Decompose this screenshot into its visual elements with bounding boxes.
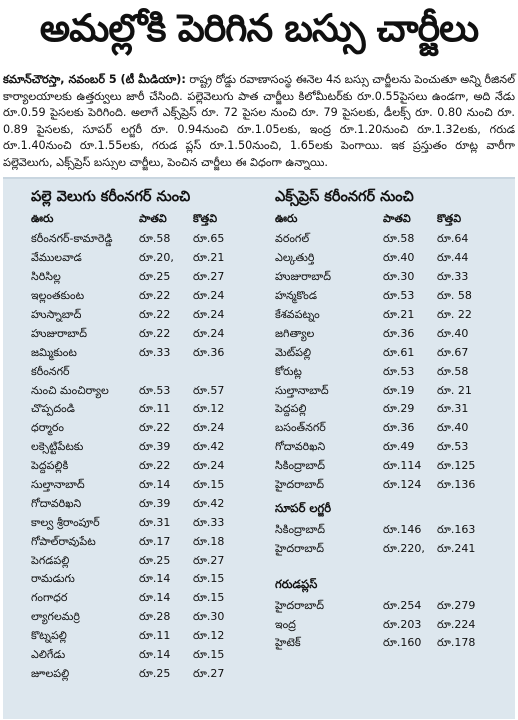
fare-row <box>31 325 271 344</box>
fare-row <box>275 269 515 288</box>
fare-row <box>31 495 271 514</box>
old-fare: రూ.11 <box>139 629 171 643</box>
route-name: సికింద్రాబాద్ <box>275 522 326 536</box>
fare-row <box>31 571 271 590</box>
garuda-plus-rows <box>275 597 515 654</box>
palle-velugu-rows <box>31 231 271 684</box>
fare-row <box>275 363 515 382</box>
route-name: జగిత్యాల <box>275 326 315 340</box>
route-name: పెద్దపల్లి <box>275 402 307 416</box>
new-fare: రూ.57 <box>193 383 225 397</box>
fare-row <box>31 458 271 477</box>
route-name: మెట్‌పల్లి <box>275 345 312 359</box>
new-fare: రూ.67 <box>437 345 469 359</box>
route-name: కోరుట్ల <box>275 364 302 378</box>
super-luxury-title: సూపర్ లగ్జరీ <box>275 501 332 516</box>
old-fare: రూ.58 <box>383 232 415 246</box>
new-fare: రూ.15 <box>193 478 225 492</box>
fare-row <box>275 231 515 250</box>
fare-row <box>275 616 515 635</box>
new-fare: రూ. 21 <box>437 383 472 397</box>
route-name: కాల్వ శ్రీరాంపూర్ <box>31 515 100 529</box>
fare-row <box>275 439 515 458</box>
new-fare: రూ.40 <box>437 421 469 435</box>
route-name: గంగాధర <box>31 591 68 605</box>
old-fare: రూ.36 <box>383 326 415 340</box>
route-name: హైదరాబాద్ <box>275 478 324 492</box>
old-fare: రూ.22 <box>139 326 171 340</box>
palle-velugu-column <box>31 185 271 684</box>
headline: అమల్లోకి పెరిగిన బస్సు చార్జీలు <box>39 6 479 50</box>
route-name: కేశవపట్నం <box>275 308 320 321</box>
old-fare: రూ.39 <box>139 496 171 510</box>
old-fare: రూ.53 <box>139 383 171 397</box>
new-fare: రూ.44 <box>437 251 469 265</box>
route-name: గోదావరిఖని <box>275 440 326 454</box>
old-fare: రూ.22 <box>139 308 171 321</box>
new-fare: రూ.24 <box>193 421 225 435</box>
route-name: ఎలిగేడు <box>31 648 66 662</box>
route-name: చొప్పదండి <box>31 402 75 416</box>
route-name: హన్మకొండ <box>275 289 317 303</box>
old-fare: రూ.53 <box>383 289 415 303</box>
fare-row <box>275 401 515 420</box>
route-name: గోపాల్‌రావుపేట <box>31 534 96 548</box>
old-fare: రూ.25 <box>139 666 171 680</box>
new-fare: రూ.125 <box>437 459 476 473</box>
fare-row <box>31 363 271 382</box>
route-name: హుజురాబాద్ <box>275 270 331 284</box>
new-fare: రూ.24 <box>193 459 225 473</box>
old-fare: రూ.114 <box>383 459 422 473</box>
old-fare: రూ.17 <box>139 534 171 548</box>
fare-row <box>31 665 271 684</box>
new-fare: రూ.163 <box>437 522 476 536</box>
old-fare: రూ.25 <box>139 553 171 567</box>
header-old: పాతవి <box>139 212 167 225</box>
express-title: ఎక్స్‌ప్రెస్ కరీంనగర్ నుంచి <box>275 189 414 205</box>
old-fare: రూ.160 <box>383 636 422 650</box>
route-name: రామడుగు <box>31 572 75 586</box>
route-name: నుంచి మంచిర్యాల <box>31 383 109 397</box>
route-name: గోదావరిఖని <box>31 496 82 510</box>
fare-row <box>275 288 515 307</box>
route-name: ధర్మారం <box>31 421 64 435</box>
old-fare: రూ.124 <box>383 478 422 492</box>
new-fare: రూ. 58 <box>437 289 472 303</box>
new-fare: రూ.27 <box>193 553 225 567</box>
new-fare: రూ.21 <box>193 251 225 265</box>
new-fare: రూ.53 <box>437 440 469 454</box>
old-fare: రూ.14 <box>139 648 171 662</box>
fare-row <box>275 420 515 439</box>
route-name: హైదరాబాద్ <box>275 598 324 612</box>
new-fare: రూ.224 <box>437 617 476 631</box>
route-name: హైదరాబాద్ <box>275 541 324 555</box>
old-fare: రూ.22 <box>139 289 171 303</box>
fare-row <box>31 647 271 666</box>
new-fare: రూ.30 <box>193 610 225 624</box>
fare-row <box>275 344 515 363</box>
route-name: ఇల్లంతకుంట <box>31 289 85 303</box>
old-fare: రూ.14 <box>139 478 171 492</box>
fare-row <box>31 590 271 609</box>
fare-row <box>31 382 271 401</box>
route-name: పెద్దపల్లికి <box>31 459 69 473</box>
route-name: ఇంద్ర <box>275 617 296 631</box>
fare-row <box>275 458 515 477</box>
intro-paragraph <box>0 72 518 190</box>
old-fare: రూ.14 <box>139 572 171 586</box>
fare-row <box>31 269 271 288</box>
new-fare: రూ.40 <box>437 326 469 340</box>
old-fare: రూ.20, <box>139 251 174 265</box>
fare-row <box>275 597 515 616</box>
dateline: కమాన్‌చౌరస్తా, నవంబర్ 5 (టీ మీడియా): <box>3 73 186 86</box>
fare-table-panel <box>3 177 515 719</box>
old-fare: రూ.28 <box>139 610 171 624</box>
fare-row <box>31 609 271 628</box>
route-name: జూలపల్లి <box>31 666 70 680</box>
old-fare: రూ.39 <box>139 440 171 454</box>
old-fare: రూ.254 <box>383 598 422 612</box>
old-fare: రూ.19 <box>383 383 415 397</box>
palle-velugu-title: పల్లె వెలుగు కరీంనగర్ నుంచి <box>31 189 191 205</box>
old-fare: రూ.220, <box>383 541 425 555</box>
new-fare: రూ.241 <box>437 541 476 555</box>
new-fare: రూ.15 <box>193 591 225 605</box>
new-fare: రూ.12 <box>193 629 225 643</box>
old-fare: రూ.53 <box>383 364 415 378</box>
route-name: ల్యాగలమర్రి <box>31 610 80 624</box>
fare-row <box>275 250 515 269</box>
super-luxury-rows <box>275 521 515 559</box>
old-fare: రూ.22 <box>139 421 171 435</box>
fare-row <box>275 540 515 559</box>
route-name: వరంగల్ <box>275 232 310 246</box>
new-fare: రూ.279 <box>437 598 476 612</box>
old-fare: రూ.61 <box>383 345 415 359</box>
new-fare: రూ.27 <box>193 666 225 680</box>
route-name: జమ్మికుంట <box>31 345 77 359</box>
new-fare: రూ.15 <box>193 648 225 662</box>
fare-row <box>31 552 271 571</box>
fare-row <box>275 382 515 401</box>
express-rows <box>275 231 515 495</box>
fare-row <box>275 477 515 496</box>
new-fare: రూ.18 <box>193 534 225 548</box>
route-name: సిరిసిల్ల <box>31 270 61 284</box>
intro-body: రాష్ట్ర రోడ్డు రవాణాసంస్థ ఈనెల 4న బస్సు చార్జీలను పెంచుతూ అన్ని రీజినల్ కార్యాలయాలకు ఉత్తర్వులు జారీ చేసింది. పల్లెవెలుగు పాత చార్జీలు కిలోమీటర్‌కు రూ.0.55పైసలు ఉండగా, అది నేడు రూ.0.59 పైసలకు పెరిగింది. అలాగే ఎక్స్‌ప్రెస్ రూ. 72 పైసల నుంచి రూ. 79 పైసలకు, డీలక్స్ రూ. 0.80 నుంచి రూ. 0.89 పైసలకు, సూపర్ లగ్జరీ రూ. 0.94నుంచి రూ.1.05లకు, ఇంద్ర రూ.1.20నుంచి రూ.1.32లకు, గరుడ రూ.1.40నుంచి రూ.1.55లకు, గరుడ ప్లస్ రూ.1.50నుంచి, 1.65లకు పెంగాయి. ఇక ప్రస్తుతం రూట్ల వారీగా పల్లెవెలుగు, ఎక్స్‌ప్రెస్ బస్సుల చార్జీలు, పెంచిన చార్జీలు ఈ విధంగా ఉన్నాయి. <box>3 73 515 169</box>
old-fare: రూ.25 <box>139 270 171 284</box>
fare-row <box>275 325 515 344</box>
route-name: కొట్నపల్లి <box>31 629 67 643</box>
fare-row <box>31 344 271 363</box>
old-fare: రూ.146 <box>383 522 422 536</box>
express-column <box>275 185 515 654</box>
palle-velugu-header <box>31 209 271 231</box>
old-fare: రూ.40 <box>383 251 415 265</box>
new-fare: రూ.12 <box>193 402 225 416</box>
route-name: కరీంనగర్-కామారెడ్డి <box>31 232 113 246</box>
header-route: ఊరు <box>31 212 54 225</box>
fare-row <box>275 635 515 654</box>
old-fare: రూ.203 <box>383 617 422 631</box>
fare-row <box>31 514 271 533</box>
fare-row <box>275 521 515 540</box>
old-fare: రూ.21 <box>383 308 415 321</box>
old-fare: రూ.14 <box>139 591 171 605</box>
new-fare: రూ.65 <box>193 232 225 246</box>
fare-row <box>31 439 271 458</box>
new-fare: రూ.178 <box>437 636 476 650</box>
old-fare: రూ.30 <box>383 270 415 284</box>
express-header <box>275 209 515 231</box>
route-name: లక్సెట్టిపేటకు <box>31 440 84 454</box>
new-fare: రూ.36 <box>193 345 225 359</box>
fare-row <box>31 401 271 420</box>
header-route: ఊరు <box>275 212 298 225</box>
route-name: సుల్తానాబాద్ <box>31 478 85 492</box>
fare-row <box>31 231 271 250</box>
header-new: కొత్తవి <box>193 212 218 225</box>
new-fare: రూ.24 <box>193 289 225 303</box>
old-fare: రూ.36 <box>383 421 415 435</box>
route-name: హుస్నాబాద్ <box>31 308 82 321</box>
garuda-plus-title: గరుడప్లస్ <box>275 577 318 592</box>
fare-row <box>31 533 271 552</box>
old-fare: రూ.49 <box>383 440 415 454</box>
new-fare: రూ.42 <box>193 440 225 454</box>
old-fare: రూ.11 <box>139 402 171 416</box>
route-name: సుల్తానాబాద్ <box>275 383 329 397</box>
old-fare: రూ.29 <box>383 402 415 416</box>
new-fare: రూ.31 <box>437 402 469 416</box>
new-fare: రూ.24 <box>193 308 225 321</box>
route-name: బసంత్‌నగర్ <box>275 421 326 435</box>
header-new: కొత్తవి <box>437 212 462 225</box>
old-fare: రూ.58 <box>139 232 171 246</box>
new-fare: రూ.33 <box>437 270 469 284</box>
fare-row <box>31 420 271 439</box>
fare-row <box>31 307 271 326</box>
fare-row <box>31 477 271 496</box>
fare-row <box>31 250 271 269</box>
new-fare: రూ.136 <box>437 478 476 492</box>
route-name: ఎల్కతుర్తి <box>275 251 315 265</box>
route-name: వేములవాడ <box>31 251 82 265</box>
fare-row <box>31 628 271 647</box>
old-fare: రూ.31 <box>139 515 171 529</box>
new-fare: రూ.42 <box>193 496 225 510</box>
route-name: హైటెక్ <box>275 636 301 650</box>
new-fare: రూ.64 <box>437 232 469 246</box>
old-fare: రూ.33 <box>139 345 171 359</box>
route-name: సికింద్రాబాద్ <box>275 459 326 473</box>
route-name: హుజురాబాద్ <box>31 326 87 340</box>
new-fare: రూ. 22 <box>437 308 472 321</box>
route-name: పెగడపల్లి <box>31 553 70 567</box>
new-fare: రూ.24 <box>193 326 225 340</box>
new-fare: రూ.58 <box>437 364 469 378</box>
old-fare: రూ.22 <box>139 459 171 473</box>
new-fare: రూ.15 <box>193 572 225 586</box>
route-name: కరీంనగర్ <box>31 364 70 378</box>
new-fare: రూ.33 <box>193 515 225 529</box>
header-old: పాతవి <box>383 212 411 225</box>
new-fare: రూ.27 <box>193 270 225 284</box>
fare-row <box>31 288 271 307</box>
fare-row <box>275 307 515 326</box>
